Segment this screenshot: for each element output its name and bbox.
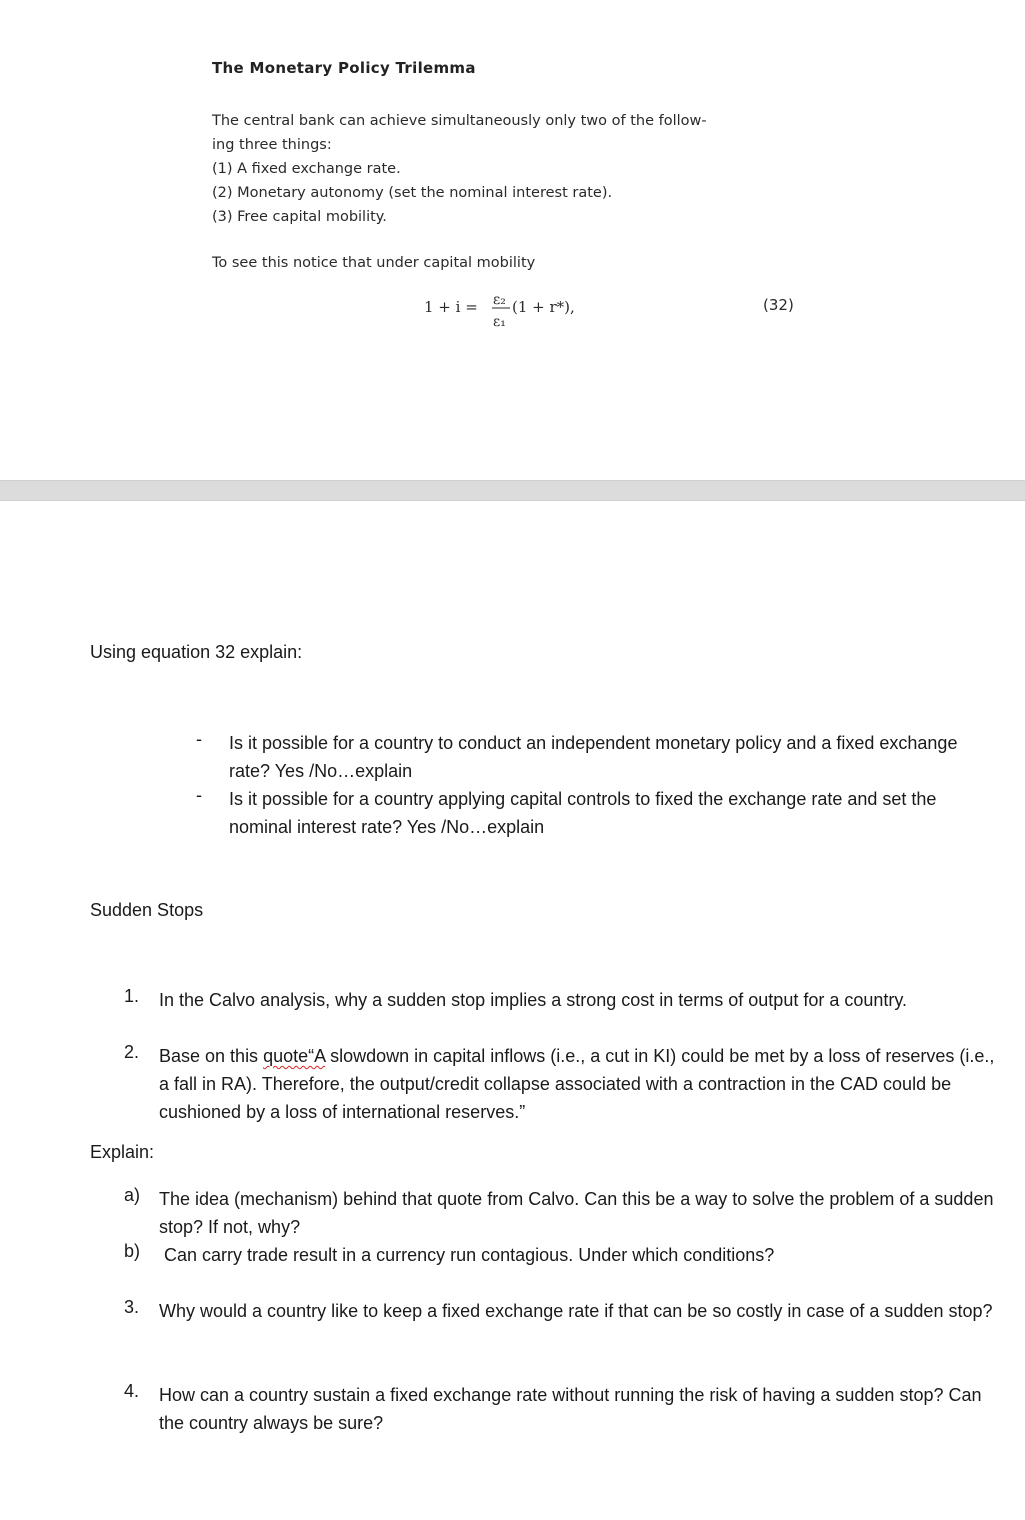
question-number: 1. bbox=[124, 986, 140, 1006]
equation-numerator: ε₂ bbox=[493, 292, 506, 308]
slide-line: ing three things: bbox=[212, 137, 332, 153]
slide-body bbox=[212, 109, 812, 229]
question-text: In the Calvo analysis, why a sudden stop implies a strong cost in terms of output for a country. bbox=[159, 990, 908, 1010]
equation-32 bbox=[424, 286, 614, 338]
sub-question-label: a) bbox=[124, 1185, 141, 1205]
slide-title: The Monetary Policy Trilemma bbox=[212, 59, 476, 77]
slide-line: (1) A fixed exchange rate. bbox=[212, 161, 401, 177]
explain-label: Explain: bbox=[90, 1142, 155, 1162]
slide-line: (3) Free capital mobility. bbox=[212, 209, 387, 225]
question-number: 4. bbox=[124, 1381, 140, 1401]
dash-bullet: - bbox=[196, 785, 202, 805]
page-separator bbox=[0, 480, 1025, 501]
equation-lhs: 1 + i = bbox=[424, 298, 478, 316]
sub-question-text: The idea (mechanism) behind that quote from Calvo. Can this be a way to solve the problem of a sudden stop? If not, why? bbox=[159, 1189, 994, 1237]
dash-bullet: - bbox=[196, 729, 202, 749]
embedded-slide bbox=[0, 0, 1025, 480]
prompt-text: Using equation 32 explain: bbox=[90, 642, 303, 662]
question-text: How can a country sustain a fixed exchange rate without running the risk of having a sudden stop? Can the country always be sure? bbox=[159, 1385, 982, 1433]
list-item-text: Is it possible for a country applying capital controls to fixed the exchange rate and set the nominal interest rate? Yes /No…explain bbox=[229, 789, 937, 837]
slide-intro: To see this notice that under capital mobility bbox=[212, 255, 536, 271]
equation-denominator: ε₁ bbox=[493, 314, 506, 330]
slide-line: The central bank can achieve simultaneously only two of the follow- bbox=[212, 113, 707, 129]
spellcheck-flagged-word: quote“A bbox=[263, 1046, 326, 1066]
equation-rhs: (1 + r*), bbox=[512, 298, 575, 316]
question-text-pre: Base on this bbox=[159, 1046, 264, 1066]
section-heading: Sudden Stops bbox=[90, 900, 204, 920]
equation-number: (32) bbox=[763, 296, 794, 314]
question-number: 3. bbox=[124, 1297, 140, 1317]
list-item-text: Is it possible for a country to conduct an independent monetary policy and a fixed exchange rate? Yes /No…explain bbox=[229, 733, 958, 781]
question-text: Why would a country like to keep a fixed exchange rate if that can be so costly in case of a sudden stop? bbox=[159, 1301, 993, 1321]
slide-line: (2) Monetary autonomy (set the nominal interest rate). bbox=[212, 185, 613, 201]
sub-question-text: Can carry trade result in a currency run contagious. Under which conditions? bbox=[164, 1245, 775, 1265]
question-text-post: slowdown in capital inflows (i.e., a cut in KI) could be met by a loss of reserves (i.e., a fall in RA). Therefore, the output/credit collapse associated with a contraction in the CAD could be cushioned by a loss of international reserves.” bbox=[159, 1046, 995, 1122]
question-number: 2. bbox=[124, 1042, 140, 1062]
sub-question-label: b) bbox=[124, 1241, 141, 1261]
question-text bbox=[159, 1042, 1004, 1126]
